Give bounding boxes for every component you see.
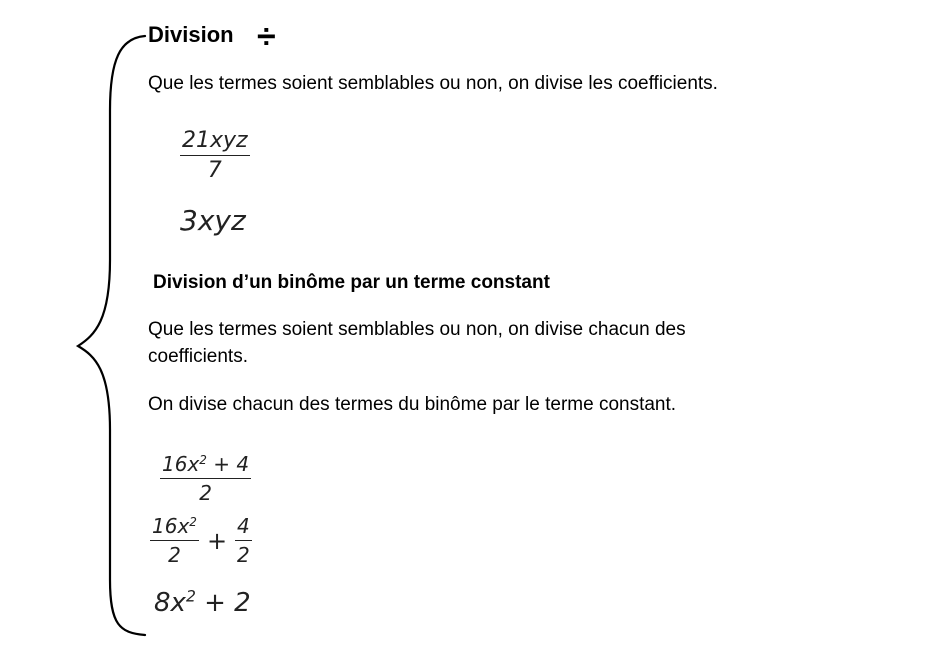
result-exponent: 2	[185, 587, 196, 606]
subsection-title: Division d’un binôme par un terme constant	[153, 272, 550, 293]
example1-fraction	[180, 128, 250, 183]
example2-step2	[150, 514, 252, 567]
example1-result: 3xyz	[180, 204, 246, 237]
result-coef: 8x	[154, 588, 186, 618]
example2-step1-fraction	[160, 452, 251, 505]
step2-frac1-denominator: 2	[168, 543, 181, 567]
example2-step2-fraction1	[150, 514, 199, 567]
example1-denominator: 7	[207, 158, 222, 183]
step2-plus-operator: +	[206, 526, 228, 555]
curly-brace-icon	[60, 20, 155, 640]
step2-frac1-numerator	[150, 514, 199, 541]
example2-step2-fraction2	[235, 514, 252, 567]
division-rule: Que les termes soient semblables ou non, on divise les coefficients.	[148, 73, 718, 94]
division-symbol-icon: ÷	[257, 18, 276, 56]
subsection-rule-line2: coefficients.	[148, 346, 248, 367]
subsection-rule2: On divise chacun des termes du binôme par le terme constant.	[148, 394, 677, 415]
step2-frac1-exponent: 2	[189, 514, 197, 529]
step1-coef: 16x	[162, 452, 200, 476]
step2-frac2-denominator: 2	[237, 543, 250, 567]
step1-exponent: 2	[199, 452, 207, 467]
example1-numerator: 21xyz	[180, 128, 250, 156]
step2-frac1-coef: 16x	[152, 514, 190, 538]
subsection-rule-line1: Que les termes soient semblables ou non, on divise chacun des	[148, 319, 686, 340]
subsection-rule	[148, 316, 686, 370]
example2-result	[154, 588, 251, 618]
example2-step1-numerator	[160, 452, 251, 479]
section-title: Division	[148, 22, 234, 47]
step2-frac2-numerator: 4	[235, 514, 252, 541]
step1-rest: + 4	[206, 452, 250, 476]
example2-step1-denominator: 2	[199, 481, 212, 505]
result-rest: + 2	[195, 588, 251, 618]
